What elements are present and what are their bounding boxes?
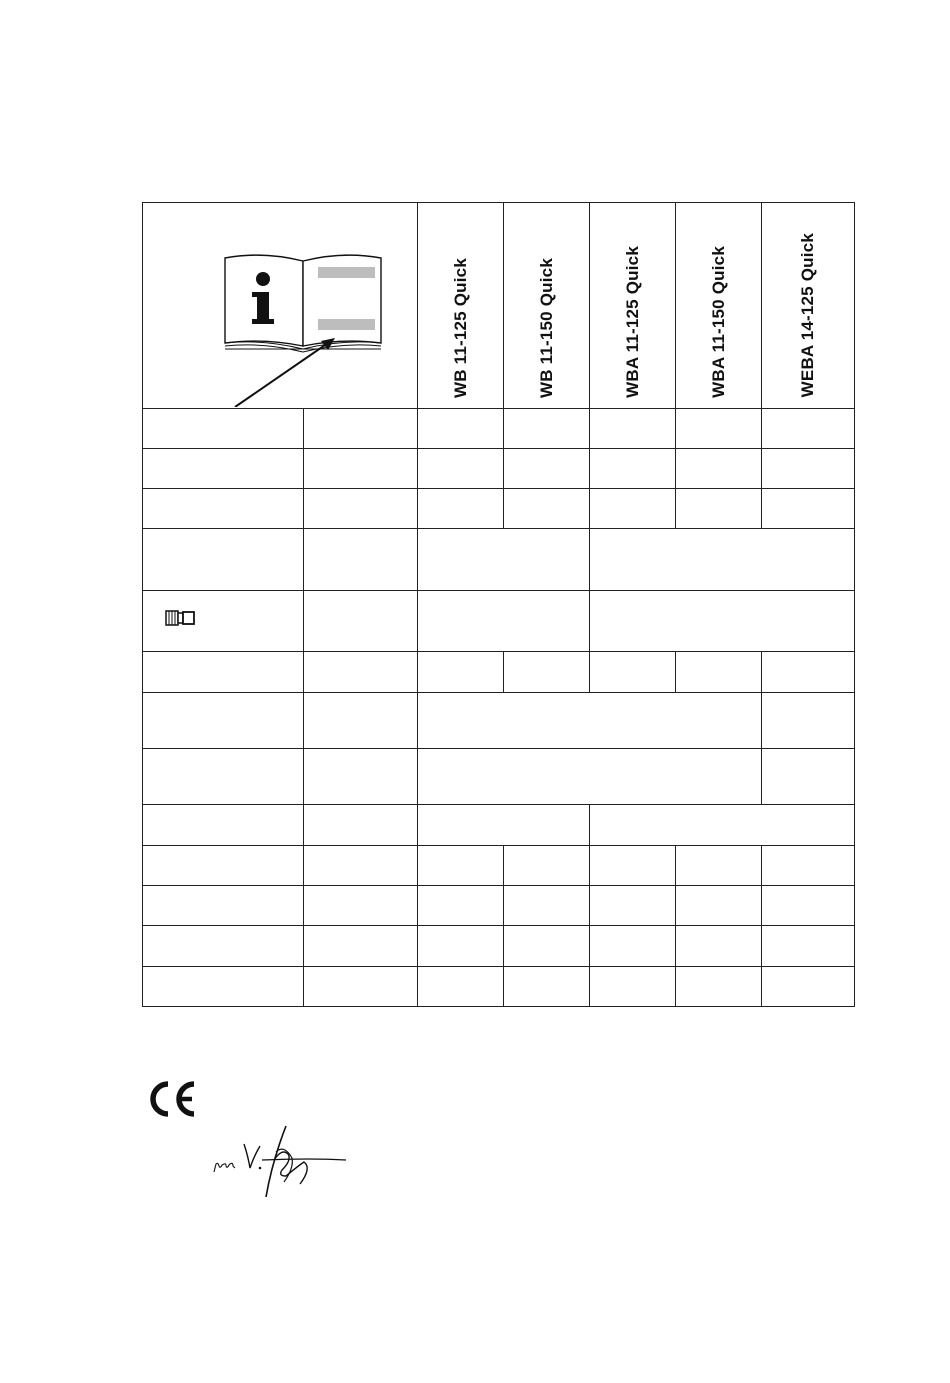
table-row-connector [143, 590, 855, 651]
table-row [143, 749, 855, 805]
table-row [143, 692, 855, 748]
table-row [143, 529, 855, 590]
info-manual-icon [143, 203, 418, 407]
spec-table [142, 202, 855, 1007]
model-name: WEBA 14-125 Quick [798, 233, 817, 398]
table-row [143, 845, 855, 885]
signature [212, 1122, 352, 1202]
table-row [143, 966, 855, 1006]
table-row [143, 652, 855, 692]
table-row [143, 408, 855, 448]
table-row [143, 448, 855, 488]
model-name: WB 11-150 Quick [536, 257, 556, 398]
model-col-3 [590, 203, 676, 409]
manual-icon-cell [143, 203, 418, 409]
spindle-connector-icon [165, 607, 197, 629]
table-row [143, 489, 855, 529]
model-name: WB 11-125 Quick [450, 257, 470, 398]
model-col-4 [676, 203, 762, 409]
table-row [143, 805, 855, 845]
model-col-5 [762, 203, 855, 409]
ce-mark [144, 1080, 198, 1118]
model-name: WBA 11-150 Quick [708, 245, 728, 398]
model-col-1 [418, 203, 504, 409]
connector-cell [143, 590, 304, 651]
model-name: WBA 11-125 Quick [622, 245, 642, 398]
table-row [143, 926, 855, 966]
table-row [143, 886, 855, 926]
model-col-2 [504, 203, 590, 409]
header-row [143, 203, 855, 409]
